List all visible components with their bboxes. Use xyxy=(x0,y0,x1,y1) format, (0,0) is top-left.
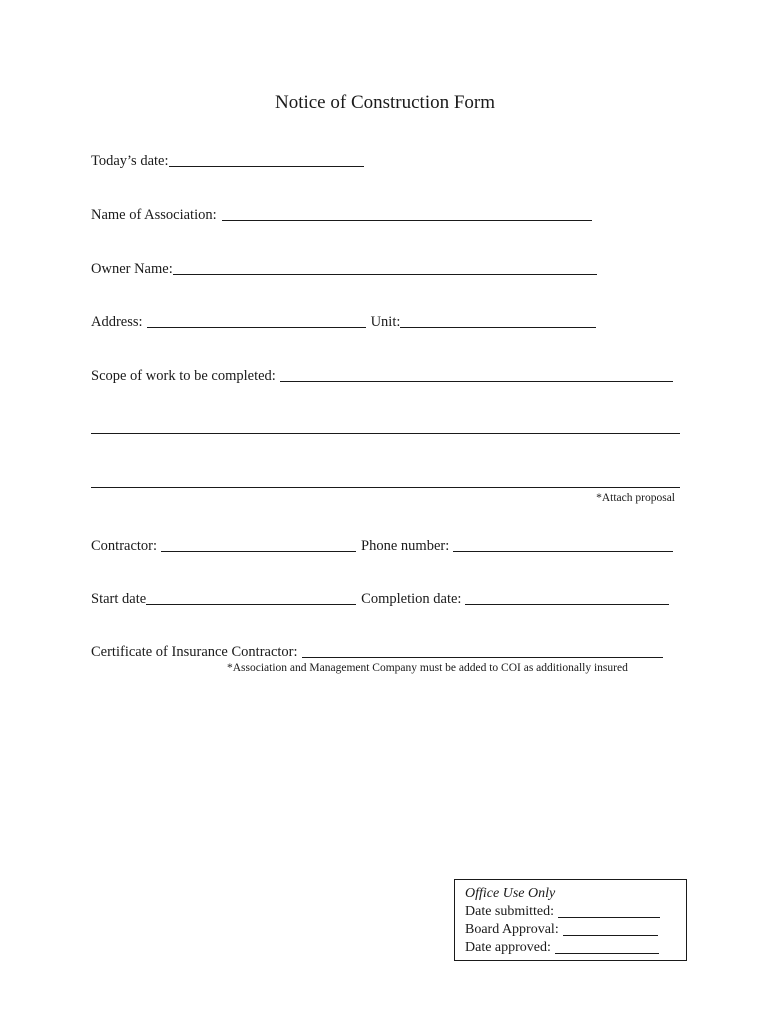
page-title: Notice of Construction Form xyxy=(274,92,496,113)
coi-field[interactable] xyxy=(302,643,663,658)
board-approval-row xyxy=(465,921,686,939)
phone-field[interactable] xyxy=(453,537,673,552)
scope-continuation-line-1[interactable] xyxy=(91,433,680,434)
contractor-field[interactable] xyxy=(161,537,356,552)
todays-date-label: Today’s date: xyxy=(91,153,169,169)
contractor-row xyxy=(91,537,673,555)
date-submitted-row xyxy=(465,903,686,921)
completion-date-field[interactable] xyxy=(465,590,669,605)
scope-label: Scope of work to be completed: xyxy=(91,368,276,384)
phone-label: Phone number: xyxy=(361,538,450,554)
dates-row xyxy=(91,590,669,608)
coi-label: Certificate of Insurance Contractor: xyxy=(91,644,298,660)
board-approval-field[interactable] xyxy=(563,923,658,936)
todays-date-field[interactable] xyxy=(169,152,364,167)
coi-row xyxy=(91,643,663,661)
association-label: Name of Association: xyxy=(91,207,217,223)
contractor-label: Contractor: xyxy=(91,538,158,554)
board-approval-label: Board Approval: xyxy=(465,922,559,937)
office-use-heading: Office Use Only xyxy=(465,886,556,901)
unit-field[interactable] xyxy=(400,313,596,328)
owner-label: Owner Name: xyxy=(91,261,173,277)
date-approved-field[interactable] xyxy=(555,941,659,954)
scope-continuation-line-2[interactable] xyxy=(91,487,680,488)
coi-note: *Association and Management Company must be added to COI as additionally insured xyxy=(227,662,628,674)
office-use-box xyxy=(454,879,687,961)
owner-row xyxy=(91,260,597,278)
date-approved-row xyxy=(465,939,686,957)
completion-date-label: Completion date: xyxy=(361,591,462,607)
attach-proposal-note: *Attach proposal xyxy=(596,492,675,504)
association-row xyxy=(91,206,592,224)
scope-field[interactable] xyxy=(280,367,673,382)
unit-label: Unit: xyxy=(370,314,401,330)
todays-date-row xyxy=(91,152,364,170)
date-submitted-label: Date submitted: xyxy=(465,904,555,919)
address-row xyxy=(91,313,596,331)
start-date-field[interactable] xyxy=(146,590,356,605)
date-approved-label: Date approved: xyxy=(465,940,551,955)
address-field[interactable] xyxy=(147,313,366,328)
date-submitted-field[interactable] xyxy=(558,905,660,918)
scope-row xyxy=(91,367,673,385)
start-date-label: Start date xyxy=(91,591,147,607)
address-label: Address: xyxy=(91,314,143,330)
association-field[interactable] xyxy=(222,206,592,221)
owner-field[interactable] xyxy=(173,260,597,275)
